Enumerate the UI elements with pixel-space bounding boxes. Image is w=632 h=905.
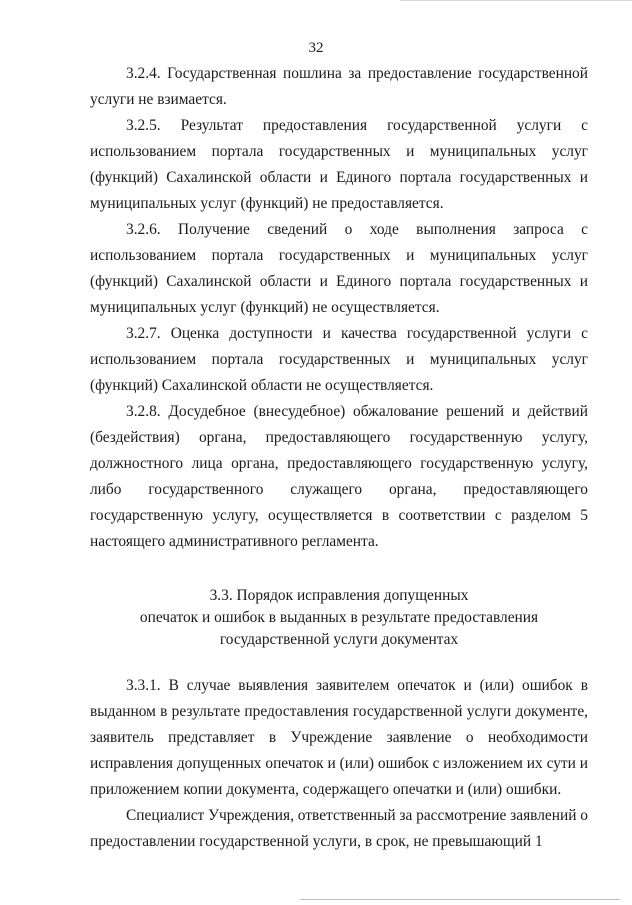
paragraph-specialist: Специалист Учреждения, ответственный за рассмотрение заявлений о предоставлении государственной услуги, в срок, не превышающий 1 [90, 807, 588, 850]
paragraph-3-3-1: 3.3.1. В случае выявления заявителем опечаток и (или) ошибок в выданном в результате предоставления государственной услуги документе, заявитель представляет в Учреждение заявление о необходимости исправления допущенных опечаток и (или) ошибок с изложением их сути и приложением копии документа, содержащего опечатки и (или) ошибки. [90, 677, 588, 798]
page-number: 32 [308, 40, 324, 56]
scan-edge-line-bottom [300, 899, 620, 900]
paragraph-3-2-6: 3.2.6. Получение сведений о ходе выполнения запроса с использованием портала государственных и муниципальных услуг (функций) Сахалинской области и Единого портала государственных и муниципальных услуг (функций) не осуществляется. [90, 221, 588, 316]
paragraph-3-2-7: 3.2.7. Оценка доступности и качества государственной услуги с использованием портала государственных и муниципальных услуг (функций) Сахалинской области не осуществляется. [90, 325, 588, 394]
scan-edge-line [400, 0, 632, 1]
section-heading-line-3: государственной услуги документах [219, 631, 459, 648]
document-body [90, 61, 588, 855]
paragraph-3-2-8: 3.2.8. Досудебное (внесудебное) обжалование решений и действий (бездействия) органа, предоставляющего государственную услугу, должностного лица органа, предоставляющего государственную услугу, либо государственного служащего органа, предоставляющего государственную услугу, осуществляется в соответствии с разделом 5 настоящего административного регламента. [90, 403, 588, 550]
section-heading-line-1: 3.3. Порядок исправления допущенных [209, 587, 469, 604]
section-heading-line-2: опечаток и ошибок в выданных в результате предоставления [139, 609, 539, 626]
paragraph-3-2-4: 3.2.4. Государственная пошлина за предоставление государственной услуги не взимается. [90, 65, 588, 108]
section-heading-3-3 [90, 585, 588, 651]
paragraph-3-2-5: 3.2.5. Результат предоставления государственной услуги с использованием портала государственных и муниципальных услуг (функций) Сахалинской области и Единого портала государственных и муниципальных услуг (функций) не предоставляется. [90, 117, 588, 212]
